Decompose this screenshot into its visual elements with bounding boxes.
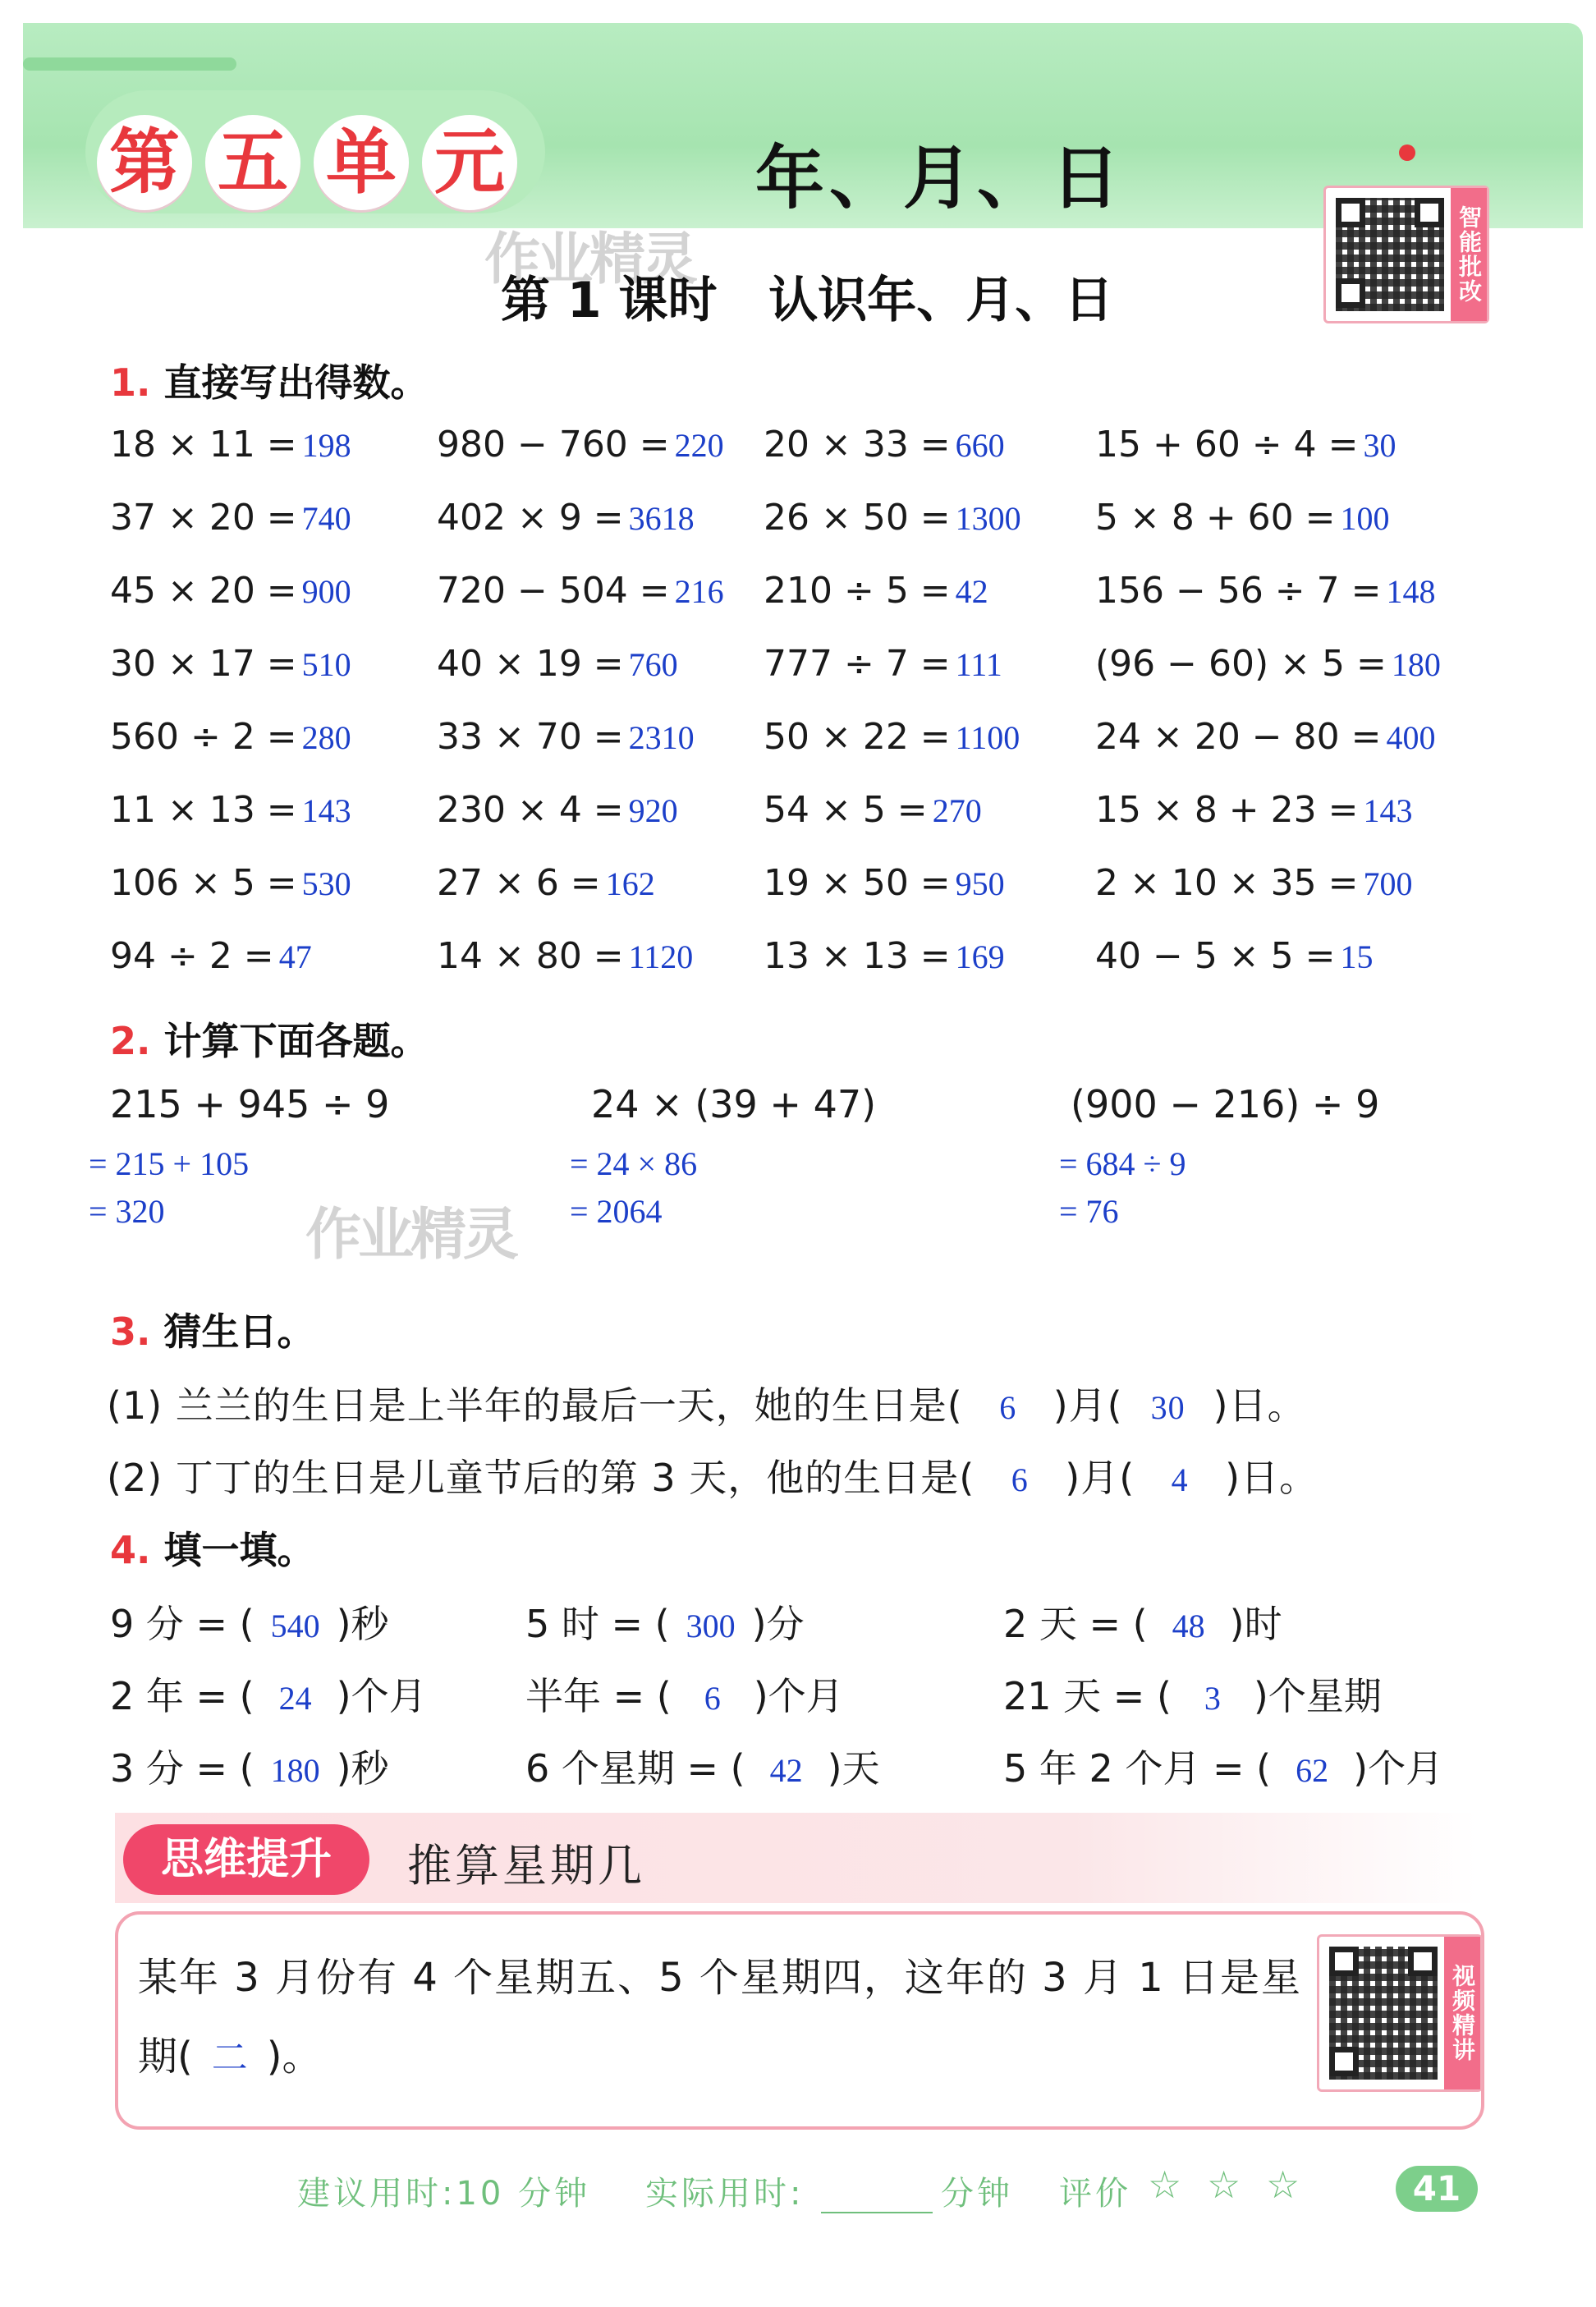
q3-text-mid: )月( bbox=[1053, 1383, 1123, 1428]
q1-answer: 100 bbox=[1340, 500, 1390, 537]
q1-item bbox=[437, 424, 724, 466]
q2-expression: 215 + 945 ÷ 9 bbox=[110, 1082, 390, 1126]
qr-corner-icon bbox=[1415, 198, 1444, 227]
q1-item bbox=[110, 497, 351, 539]
q1-answer: 1100 bbox=[955, 719, 1020, 756]
qr-code-smart-grading[interactable] bbox=[1323, 186, 1489, 323]
thinking-line-1: 某年 3 月份有 4 个星期五、5 个星期四，这年的 3 月 1 日是星 bbox=[138, 1955, 1303, 2001]
qr-corner-icon bbox=[1408, 1947, 1438, 1976]
lesson-title: 第 1 课时 认识年、月、日 bbox=[501, 272, 1114, 329]
qr-label: 智能批改 bbox=[1451, 188, 1487, 321]
q1-title: 直接写出得数。 bbox=[163, 360, 429, 405]
q1-expression: 15 × 8 + 23 = bbox=[1095, 789, 1359, 831]
q4-prefix: 2 天 = ( bbox=[1003, 1602, 1148, 1646]
q2-step: = 684 ÷ 9 bbox=[1059, 1145, 1186, 1182]
q4-suffix: )个月 bbox=[336, 1674, 427, 1718]
footer-actual-unit: 分钟 bbox=[941, 2175, 1013, 2213]
q1-item bbox=[1095, 497, 1390, 539]
q1-expression: 33 × 70 = bbox=[437, 716, 624, 758]
thinking-paren-close: )。 bbox=[266, 2034, 322, 2080]
q1-answer: 169 bbox=[955, 938, 1005, 975]
q4-answer: 48 bbox=[1172, 1608, 1205, 1644]
q1-expression: 26 × 50 = bbox=[764, 497, 951, 539]
q3-heading bbox=[110, 1302, 315, 1356]
q1-answer: 950 bbox=[955, 865, 1005, 902]
q4-prefix: 2 年 = ( bbox=[110, 1674, 255, 1718]
q1-expression: 5 × 8 + 60 = bbox=[1095, 497, 1336, 539]
hanger-dot-icon bbox=[1399, 144, 1415, 161]
q1-answer: 15 bbox=[1340, 938, 1374, 975]
q4-suffix: )个月 bbox=[1353, 1746, 1444, 1791]
q1-answer: 1300 bbox=[955, 500, 1021, 537]
q2-step: = 2064 bbox=[570, 1193, 663, 1230]
q1-item bbox=[437, 570, 724, 612]
q1-answer: 2310 bbox=[628, 719, 695, 756]
q1-item bbox=[1095, 570, 1436, 612]
thinking-title: 推算星期几 bbox=[407, 1840, 645, 1892]
q1-answer: 920 bbox=[628, 792, 678, 829]
q1-expression: 402 × 9 = bbox=[437, 497, 624, 539]
q1-item bbox=[1095, 424, 1396, 466]
q1-expression: 13 × 13 = bbox=[764, 935, 951, 977]
q1-item bbox=[110, 935, 312, 977]
q1-item bbox=[437, 497, 695, 539]
q1-item bbox=[110, 862, 351, 904]
q4-item bbox=[110, 1739, 389, 1793]
q1-answer: 47 bbox=[278, 938, 312, 975]
q2-step: = 215 + 105 bbox=[89, 1145, 250, 1182]
watermark: 作业精灵 bbox=[305, 1203, 516, 1268]
q1-item bbox=[437, 716, 695, 758]
q1-expression: 37 × 20 = bbox=[110, 497, 297, 539]
q1-answer: 220 bbox=[674, 427, 724, 464]
q1-answer: 740 bbox=[301, 500, 351, 537]
q1-expression: 30 × 17 = bbox=[110, 643, 297, 685]
q1-answer: 143 bbox=[301, 792, 351, 829]
q1-item bbox=[110, 716, 351, 758]
q2-heading bbox=[110, 1011, 429, 1066]
thinking-paren-open: 期( bbox=[138, 2034, 193, 2080]
q1-heading bbox=[110, 353, 429, 407]
q1-item bbox=[1095, 862, 1413, 904]
q1-expression: 230 × 4 = bbox=[437, 789, 624, 831]
q1-answer: 270 bbox=[932, 792, 982, 829]
qr-code-video-lesson[interactable] bbox=[1317, 1934, 1483, 2092]
q1-answer: 198 bbox=[301, 427, 351, 464]
unit-char: 元 bbox=[422, 115, 517, 210]
q1-expression: 14 × 80 = bbox=[437, 935, 624, 977]
q1-answer: 760 bbox=[628, 646, 678, 683]
qr-corner-icon bbox=[1336, 278, 1365, 308]
q1-expression: 15 + 60 ÷ 4 = bbox=[1095, 424, 1359, 466]
q1-expression: 27 × 6 = bbox=[437, 862, 601, 904]
qr-corner-icon bbox=[1329, 2047, 1359, 2076]
q4-suffix: )个月 bbox=[753, 1674, 844, 1718]
q1-expression: 11 × 13 = bbox=[110, 789, 297, 831]
q3-text: (1) 兰兰的生日是上半年的最后一天，她的生日是( bbox=[107, 1383, 963, 1428]
q1-item bbox=[764, 935, 1005, 977]
q1-answer: 30 bbox=[1363, 427, 1396, 464]
q4-suffix: )个星期 bbox=[1253, 1674, 1382, 1718]
q4-suffix: )时 bbox=[1229, 1602, 1282, 1646]
q4-prefix: 5 时 = ( bbox=[525, 1602, 670, 1646]
q1-item bbox=[437, 935, 693, 977]
q1-expression: 19 × 50 = bbox=[764, 862, 951, 904]
q1-answer: 900 bbox=[301, 573, 351, 610]
q4-heading bbox=[110, 1520, 315, 1575]
q4-answer: 3 bbox=[1204, 1680, 1221, 1717]
q1-item bbox=[437, 789, 678, 831]
thinking-box bbox=[115, 1911, 1484, 2130]
q1-item bbox=[764, 643, 1002, 685]
q1-number: 1. bbox=[110, 360, 151, 405]
footer-suggested-time: 建议用时:10 分钟 bbox=[297, 2175, 591, 2213]
q4-prefix: 3 分 = ( bbox=[110, 1746, 255, 1791]
q4-prefix: 5 年 2 个月 = ( bbox=[1003, 1746, 1272, 1791]
actual-time-blank bbox=[821, 2212, 933, 2213]
q4-prefix: 9 分 = ( bbox=[110, 1602, 255, 1646]
q4-answer: 42 bbox=[769, 1752, 803, 1789]
q1-answer: 42 bbox=[955, 573, 988, 610]
q1-answer: 1120 bbox=[628, 938, 694, 975]
q1-expression: 720 − 504 = bbox=[437, 570, 670, 612]
q1-expression: 50 × 22 = bbox=[764, 716, 951, 758]
q1-item bbox=[110, 570, 351, 612]
q1-item bbox=[764, 862, 1005, 904]
q3-answer-day: 30 bbox=[1150, 1389, 1186, 1426]
qr-corner-icon bbox=[1329, 1947, 1359, 1976]
q4-item bbox=[525, 1739, 880, 1793]
q1-item bbox=[437, 862, 655, 904]
q4-item bbox=[1003, 1594, 1282, 1649]
q1-expression: 45 × 20 = bbox=[110, 570, 297, 612]
q2-number: 2. bbox=[110, 1019, 151, 1063]
q1-answer: 180 bbox=[1391, 646, 1441, 683]
q3-answer-month: 6 bbox=[999, 1389, 1017, 1426]
q1-item bbox=[764, 716, 1020, 758]
q1-expression: 2 × 10 × 35 = bbox=[1095, 862, 1359, 904]
q4-prefix: 6 个星期 = ( bbox=[525, 1746, 745, 1791]
unit-char: 第 bbox=[97, 115, 192, 210]
q1-expression: 24 × 20 − 80 = bbox=[1095, 716, 1382, 758]
q1-item bbox=[1095, 643, 1441, 685]
q2-expression: (900 − 216) ÷ 9 bbox=[1071, 1082, 1380, 1126]
q4-answer: 300 bbox=[686, 1608, 736, 1644]
q1-item bbox=[764, 497, 1021, 539]
q3-text-end: )日。 bbox=[1225, 1456, 1319, 1500]
thinking-answer: 二 bbox=[211, 2038, 248, 2078]
footer-actual-label: 实际用时: bbox=[645, 2175, 805, 2213]
q1-expression: 777 ÷ 7 = bbox=[764, 643, 951, 685]
q1-answer: 400 bbox=[1386, 719, 1436, 756]
thinking-badge: 思维提升 bbox=[123, 1824, 369, 1895]
q4-suffix: )秒 bbox=[336, 1602, 389, 1646]
q1-item bbox=[1095, 789, 1413, 831]
q4-prefix: 21 天 = ( bbox=[1003, 1674, 1172, 1718]
q1-answer: 700 bbox=[1363, 865, 1413, 902]
header-decor-bar bbox=[23, 57, 236, 71]
unit-char: 五 bbox=[205, 115, 300, 210]
q3-item bbox=[107, 1448, 1318, 1502]
qr-label: 视频精讲 bbox=[1444, 1937, 1480, 2089]
q1-answer: 162 bbox=[605, 865, 655, 902]
q4-item bbox=[525, 1667, 844, 1721]
q1-answer: 216 bbox=[674, 573, 724, 610]
watermark: 作业精灵 bbox=[484, 227, 695, 292]
q1-expression: 106 × 5 = bbox=[110, 862, 297, 904]
q1-item bbox=[764, 789, 982, 831]
q1-expression: 40 × 19 = bbox=[437, 643, 624, 685]
footer-rating-label: 评价 bbox=[1059, 2175, 1131, 2213]
qr-corner-icon bbox=[1336, 198, 1365, 227]
q1-expression: 40 − 5 × 5 = bbox=[1095, 935, 1336, 977]
q1-answer: 3618 bbox=[628, 500, 695, 537]
unit-char: 单 bbox=[314, 115, 409, 210]
rating-star-icon[interactable]: ☆ bbox=[1266, 2163, 1300, 2207]
q3-answer-month: 6 bbox=[1011, 1461, 1029, 1498]
q4-number: 4. bbox=[110, 1528, 151, 1572]
q3-answer-day: 4 bbox=[1171, 1461, 1189, 1498]
q1-expression: 560 ÷ 2 = bbox=[110, 716, 297, 758]
q3-item bbox=[107, 1376, 1306, 1430]
q1-answer: 280 bbox=[301, 719, 351, 756]
q3-text-end: )日。 bbox=[1213, 1383, 1306, 1428]
rating-star-icon[interactable]: ☆ bbox=[1207, 2163, 1241, 2207]
q1-item bbox=[110, 643, 351, 685]
q2-step: = 24 × 86 bbox=[570, 1145, 698, 1182]
q1-item bbox=[1095, 935, 1374, 977]
q1-answer: 148 bbox=[1386, 573, 1436, 610]
q1-item bbox=[764, 570, 988, 612]
q1-expression: 156 − 56 ÷ 7 = bbox=[1095, 570, 1382, 612]
q1-expression: 94 ÷ 2 = bbox=[110, 935, 274, 977]
q4-answer: 180 bbox=[270, 1752, 320, 1789]
thinking-line-2 bbox=[138, 2025, 321, 2081]
q1-item bbox=[1095, 716, 1436, 758]
q1-expression: 20 × 33 = bbox=[764, 424, 951, 466]
q1-answer: 530 bbox=[301, 865, 351, 902]
q3-text: (2) 丁丁的生日是儿童节后的第 3 天，他的生日是( bbox=[107, 1456, 975, 1500]
q1-item bbox=[110, 789, 351, 831]
q1-expression: 54 × 5 = bbox=[764, 789, 928, 831]
rating-star-icon[interactable]: ☆ bbox=[1148, 2163, 1182, 2207]
q4-answer: 62 bbox=[1296, 1752, 1329, 1789]
q4-answer: 6 bbox=[704, 1680, 721, 1717]
q4-prefix: 半年 = ( bbox=[525, 1674, 672, 1718]
page-number: 41 bbox=[1396, 2166, 1478, 2212]
q1-item bbox=[110, 424, 351, 466]
q2-title: 计算下面各题。 bbox=[163, 1019, 429, 1063]
q1-answer: 660 bbox=[955, 427, 1005, 464]
q1-expression: 18 × 11 = bbox=[110, 424, 297, 466]
q1-expression: 980 − 760 = bbox=[437, 424, 670, 466]
q4-answer: 540 bbox=[270, 1608, 320, 1644]
q4-suffix: )秒 bbox=[336, 1746, 389, 1791]
q4-item bbox=[110, 1667, 427, 1721]
q2-step: = 320 bbox=[89, 1193, 165, 1230]
q4-item bbox=[110, 1594, 389, 1649]
q1-answer: 111 bbox=[955, 646, 1002, 683]
q1-item bbox=[437, 643, 678, 685]
q4-item bbox=[1003, 1667, 1382, 1721]
q4-title: 填一填。 bbox=[163, 1528, 315, 1572]
q1-item bbox=[764, 424, 1005, 466]
q2-step: = 76 bbox=[1059, 1193, 1119, 1230]
q3-text-mid: )月( bbox=[1065, 1456, 1135, 1500]
q4-suffix: )分 bbox=[751, 1602, 805, 1646]
q3-title: 猜生日。 bbox=[163, 1309, 315, 1354]
q3-number: 3. bbox=[110, 1309, 151, 1354]
q4-answer: 24 bbox=[278, 1680, 312, 1717]
q1-expression: (96 − 60) × 5 = bbox=[1095, 643, 1387, 685]
q1-answer: 143 bbox=[1363, 792, 1413, 829]
q2-expression: 24 × (39 + 47) bbox=[591, 1082, 877, 1126]
q1-expression: 210 ÷ 5 = bbox=[764, 570, 951, 612]
chapter-title: 年、月、日 bbox=[755, 138, 1126, 218]
q4-item bbox=[525, 1594, 805, 1649]
q4-item bbox=[1003, 1739, 1443, 1793]
q1-answer: 510 bbox=[301, 646, 351, 683]
q4-suffix: )天 bbox=[827, 1746, 880, 1791]
